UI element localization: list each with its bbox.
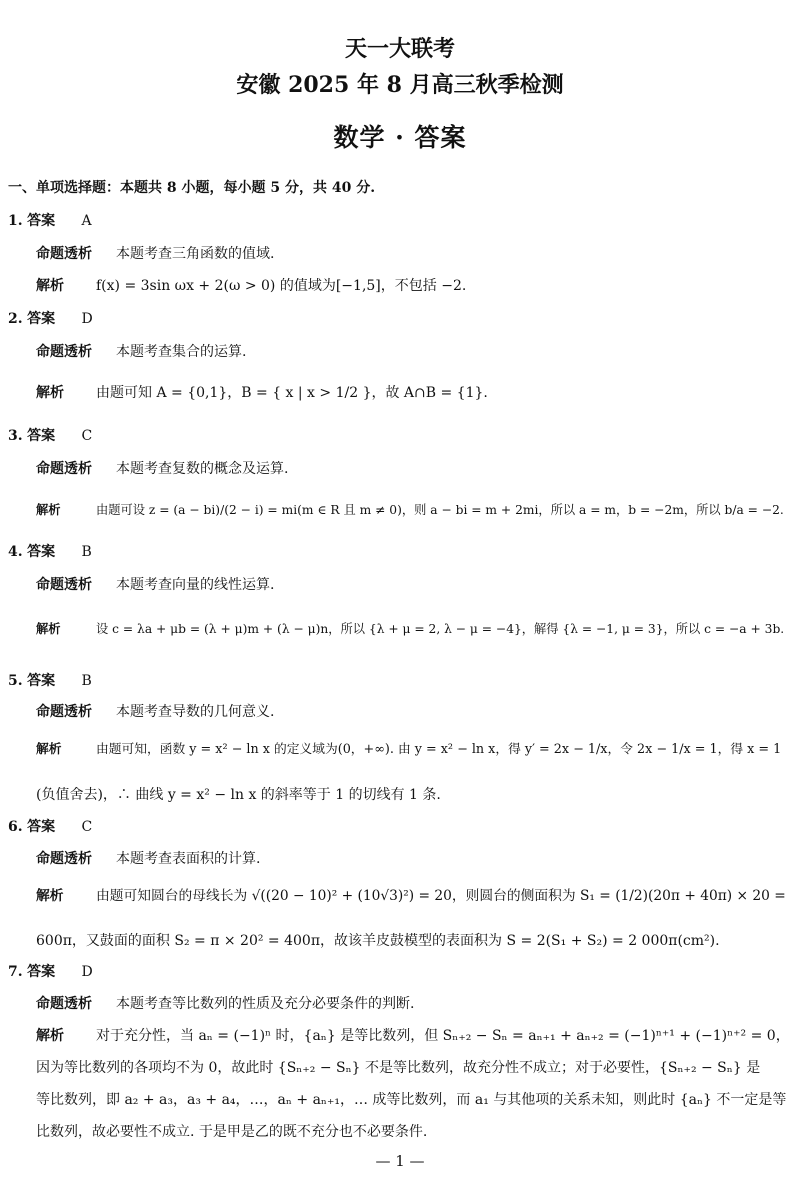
solution-text: 由题可知，函数 y = x² − ln x 的定义域为(0，+∞). 由 y = x² − ln x，得 y′ = 2x − 1/x，令 2x − 1/x = 1，得 x = 1 <box>96 742 782 757</box>
solution-label: 解析 <box>36 385 64 401</box>
solution-text: f(x) = 3sin ωx + 2(ω > 0) 的值域为[−1,5]，不包括 −2. <box>96 278 467 294</box>
question-7-solution-cont-2: 等比数列，即 a₂ + a₃，a₃ + a₄，…，aₙ + aₙ₊₁，… 成等比数列，而 a₁ 与其他项的关系未知，则此时 {aₙ} 不一定是等 <box>36 1092 787 1108</box>
insight-text: 本题考查向量的线性运算. <box>116 577 275 593</box>
insight-label: 命题透析 <box>36 996 92 1012</box>
question-6-solution <box>36 887 786 905</box>
question-number: 7. <box>8 964 23 980</box>
answer-value: B <box>81 673 92 689</box>
question-number: 6. <box>8 819 23 835</box>
question-number: 2. <box>8 311 23 327</box>
question-number: 5. <box>8 673 23 689</box>
question-7-solution-cont-1: 因为等比数列的各项均不为 0，故此时 {Sₙ₊₂ − Sₙ} 不是等比数列，故充分性不成立；对于必要性，{Sₙ₊₂ − Sₙ} 是 <box>36 1060 761 1076</box>
question-7-solution <box>36 1027 790 1045</box>
question-3-insight <box>36 460 288 478</box>
solution-label: 解析 <box>36 502 61 517</box>
question-4-answer-row <box>8 543 92 561</box>
answer-value: D <box>81 311 93 327</box>
question-2-insight <box>36 343 246 361</box>
solution-text: 设 c = λa + μb = (λ + μ)m + (λ − μ)n，所以 {λ + μ = 2, λ − μ = −4}，解得 {λ = −1, μ = 3}，所以 c = −a + 3b. <box>96 622 785 636</box>
insight-text: 本题考查三角函数的值域. <box>116 246 275 262</box>
answer-label: 答案 <box>27 964 56 980</box>
question-2-answer-row <box>8 310 93 328</box>
question-1-insight <box>36 245 274 263</box>
solution-label: 解析 <box>36 278 64 294</box>
solution-text: 由题可知圆台的母线长为 √((20 − 10)² + (10√3)²) = 20，则圆台的侧面积为 S₁ = (1/2)(20π + 40π) × 20 = <box>96 888 786 904</box>
insight-text: 本题考查集合的运算. <box>116 344 247 360</box>
question-7-solution-cont-3: 比数列，故必要性不成立. 于是甲是乙的既不充分也不必要条件. <box>36 1124 428 1140</box>
answer-value: B <box>81 544 92 560</box>
subject-title: 数学 · 答案 <box>333 123 467 152</box>
question-3-solution <box>36 501 784 519</box>
section-heading: 一、单项选择题：本题共 8 小题，每小题 5 分，共 40 分. <box>8 180 376 196</box>
insight-label: 命题透析 <box>36 577 92 593</box>
insight-text: 本题考查等比数列的性质及充分必要条件的判断. <box>116 996 415 1012</box>
exam-name-title: 安徽 2025 年 8 月高三秋季检测 <box>236 72 564 98</box>
answer-value: A <box>81 213 92 229</box>
answer-label: 答案 <box>27 311 56 327</box>
insight-label: 命题透析 <box>36 461 92 477</box>
question-5-insight <box>36 703 274 721</box>
question-4-insight <box>36 576 274 594</box>
solution-text: 对于充分性，当 aₙ = (−1)ⁿ 时，{aₙ} 是等比数列，但 Sₙ₊₂ − Sₙ = aₙ₊₁ + aₙ₊₂ = (−1)ⁿ⁺¹ + (−1)ⁿ⁺² = 0， <box>96 1028 790 1044</box>
question-2-solution <box>36 384 488 402</box>
insight-text: 本题考查导数的几何意义. <box>116 704 275 720</box>
exam-org-title: 天一大联考 <box>344 36 455 62</box>
question-1-solution <box>36 277 466 295</box>
page-number: — 1 — <box>375 1152 425 1170</box>
answer-value: C <box>81 428 93 444</box>
question-6-answer-row <box>8 818 92 836</box>
question-number: 3. <box>8 428 23 444</box>
answer-value: C <box>81 819 93 835</box>
insight-label: 命题透析 <box>36 246 92 262</box>
insight-label: 命题透析 <box>36 344 92 360</box>
answer-label: 答案 <box>27 819 56 835</box>
question-7-insight <box>36 995 414 1013</box>
answer-label: 答案 <box>27 673 56 689</box>
question-6-insight <box>36 850 260 868</box>
question-5-solution <box>36 741 781 759</box>
question-3-answer-row <box>8 427 92 445</box>
insight-text: 本题考查复数的概念及运算. <box>116 461 289 477</box>
question-number: 4. <box>8 544 23 560</box>
solution-label: 解析 <box>36 621 61 636</box>
question-4-solution <box>36 620 784 638</box>
solution-text: 由题可设 z = (a − bi)/(2 − i) = mi(m ∈ R 且 m ≠ 0)，则 a − bi = m + 2mi，所以 a = m，b = −2m，所以 b/a = −2. <box>96 503 784 517</box>
question-5-answer-row <box>8 672 92 690</box>
insight-text: 本题考查表面积的计算. <box>116 851 261 867</box>
insight-label: 命题透析 <box>36 851 92 867</box>
answer-label: 答案 <box>27 544 56 560</box>
solution-label: 解析 <box>36 888 64 904</box>
answer-label: 答案 <box>27 213 56 229</box>
answer-value: D <box>81 964 93 980</box>
solution-label: 解析 <box>36 742 62 757</box>
question-number: 1. <box>8 213 23 229</box>
question-7-answer-row <box>8 963 93 981</box>
question-6-solution-cont: 600π，又鼓面的面积 S₂ = π × 20² = 400π，故该羊皮鼓模型的表面积为 S = 2(S₁ + S₂) = 2 000π(cm²). <box>36 933 720 949</box>
insight-label: 命题透析 <box>36 704 92 720</box>
solution-label: 解析 <box>36 1028 64 1044</box>
answer-label: 答案 <box>27 428 56 444</box>
solution-text: 由题可知 A = {0,1}，B = { x | x > 1/2 }，故 A∩B = {1}. <box>96 385 488 401</box>
question-1-answer-row <box>8 212 92 230</box>
question-5-solution-cont: (负值舍去)，∴ 曲线 y = x² − ln x 的斜率等于 1 的切线有 1 条. <box>36 787 441 803</box>
